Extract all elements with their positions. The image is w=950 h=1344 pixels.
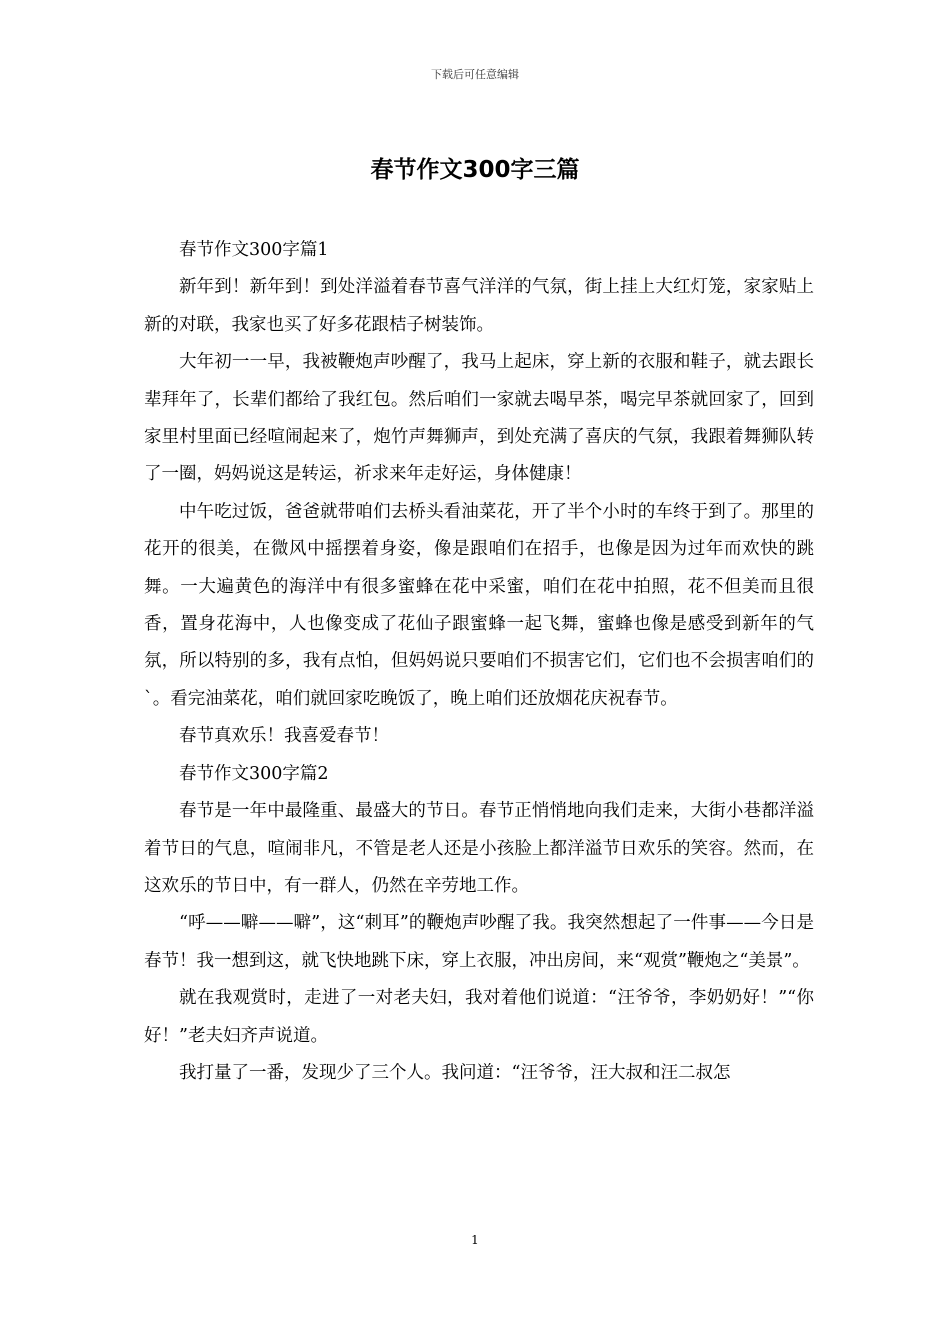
section-heading-1: 春节作文300字篇1 [179,240,329,260]
paragraph: 中午吃过饭，爸爸就带咱们去桥头看油菜花，开了半个小时的车终于到了。那里的花开的很美，在微风中摇摆着身姿，像是跟咱们在招手，也像是因为过年而欢快的跳舞。一大遍黄色的海洋中有很多蜜蜂在花中采蜜，咱们在花中拍照，花不但美而且很香，置身花海中，人也像变成了花仙子跟蜜蜂一起飞舞，蜜蜂也像是感受到新年的气氛，所以特别的多，我有点怕，但妈妈说只要咱们不损害它们，它们也不会损害咱们的`。看完油菜花，咱们就回家吃晚饭了，晚上咱们还放烟花庆祝春节。 [144,501,814,709]
page-number: 1 [471,1233,479,1247]
paragraph: 春节真欢乐！我喜爱春节！ [179,726,389,747]
document-body [144,232,814,1092]
paragraph: 春节是一年中最隆重、最盛大的节日。春节正悄悄地向我们走来，大街小巷都洋溢着节日的气息，喧闹非凡，不管是老人还是小孩脸上都洋溢节日欢乐的笑容。然而，在这欢乐的节日中，有一群人，仍然在辛劳地工作。 [144,801,814,896]
section-heading-2: 春节作文300字篇2 [179,763,329,784]
paragraph: “呼——噼——噼”，这“刺耳”的鞭炮声吵醒了我。我突然想起了一件事——今日是春节！我一想到这，就飞快地跳下床，穿上衣服，冲出房间，来“观赏”鞭炮之“美景”。 [144,913,814,971]
paragraph: 我打量了一番，发现少了三个人。我问道：“汪爷爷，汪大叔和汪二叔怎 [179,1062,731,1083]
document-title: 春节作文300字三篇 [370,157,580,183]
paragraph: 新年到！新年到！到处洋溢着春节喜气洋洋的气氛，街上挂上大红灯笼，家家贴上新的对联，我家也买了好多花跟桔子树装饰。 [144,277,814,335]
paragraph: 大年初一一早，我被鞭炮声吵醒了，我马上起床，穿上新的衣服和鞋子，就去跟长辈拜年了，长辈们都给了我红包。然后咱们一家就去喝早茶，喝完早茶就回家了，回到家里村里面已经喧闹起来了，炮竹声舞狮声，到处充满了喜庆的气氛，我跟着舞狮队转了一圈，妈妈说这是转运，祈求来年走好运，身体健康！ [144,352,814,485]
header-note: 下载后可任意编辑 [431,68,519,81]
paragraph: 就在我观赏时，走进了一对老夫妇，我对着他们说道：“汪爷爷，李奶奶好！”“你好！”老夫妇齐声说道。 [144,988,814,1046]
